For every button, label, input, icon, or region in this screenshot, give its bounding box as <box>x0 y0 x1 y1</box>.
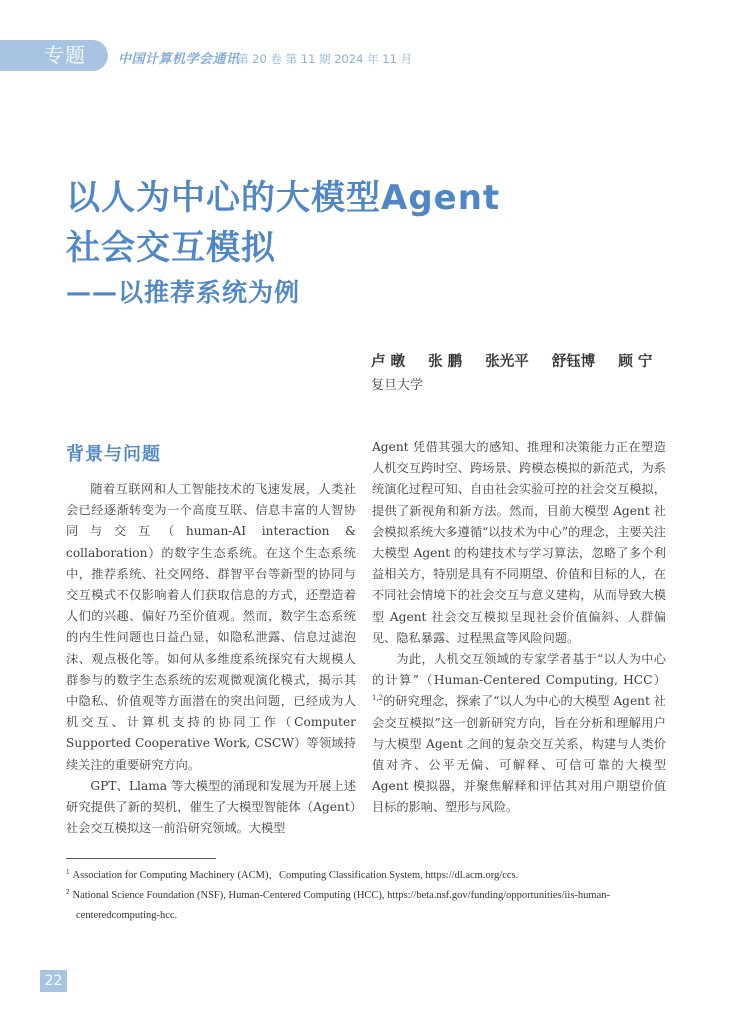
paragraph: 随着互联网和人工智能技术的飞速发展，人类社会已经逐渐转变为一个高度互联、信息丰富的人智协同与交互（human-AI interaction & collaboration）的数字生态系统。在这个生态系统中，推荐系统、社交网络、群智平台等新型的协同与交互模式不仅影响着人们获取信息的方式，还塑造着人们的兴趣、偏好乃至价值观。然而，数字生态系统的内生性问题也日益凸显，如隐私泄露、信息过滤泡沫、观点极化等。如何从多维度系统探究有大规模人群参与的数字生态系统的宏观微观演化模式，揭示其中隐私、价值观等方面潜在的突出问题，已经成为人机交互、计算机支持的协同工作（Computer Supported Cooperative Work, CSCW）等领域持续关注的重要研究方向。 <box>66 482 356 772</box>
section-tab: 专题 <box>0 40 108 71</box>
footnote-divider <box>66 858 216 859</box>
author-name: 张光平 <box>485 354 529 370</box>
footnote <box>66 886 666 926</box>
footnotes <box>66 866 666 926</box>
paragraph <box>372 649 666 819</box>
journal-logo: 中国计算机学会通讯 <box>118 52 240 67</box>
footnote-number: 2 <box>66 887 70 896</box>
article-subtitle: ——以推荐系统为例 <box>66 278 301 307</box>
page-number: 22 <box>40 970 67 992</box>
author-name: 卢 暾 <box>371 354 406 370</box>
affiliation: 复旦大学 <box>371 378 424 393</box>
left-column <box>66 479 356 839</box>
author-list <box>371 350 670 371</box>
author-name: 舒钰博 <box>551 354 596 370</box>
paragraph: GPT、Llama 等大模型的涌现和发展为开展上述研究提供了新的契机，催生了大模型智能体（Agent）社会交互模拟这一前沿研究领域。大模型 <box>66 778 356 836</box>
footnote-number: 1 <box>66 867 70 876</box>
paragraph-text: 的研究理念，探索了“以人为中心的大模型 Agent 社会交互模拟”这一创新研究方向，旨在分析和理解用户与大模型 Agent 之间的复杂交互关系，构建与人类价值对齐、公平无偏、可解释、可信可靠的大模型 Agent 模拟器，并聚焦解释和评估其对用户期望价值目标的影响、塑形与风险。 <box>372 694 666 815</box>
paragraph: Agent 凭借其强大的感知、推理和决策能力正在塑造人机交互跨时空、跨场景、跨模态模拟的新范式，为系统演化过程可知、自由社会实验可控的社会交互模拟，提供了新视角和新方法。然而，目前大模型 Agent 社会模拟系统大多遵循“以技术为中心”的理念，主要关注大模型 Agent 的构建技术与学习算法，忽略了多个利益相关方，特别是具有不同期望、价值和目标的人，在不同社会情境下的社会交互与意义建构，从而导致大模型 Agent 社会交互模拟呈现社会价值偏斜、人群偏见、隐私暴露、过程黑盒等风险问题。 <box>372 440 666 645</box>
section-heading: 背景与问题 <box>66 444 161 465</box>
footnote <box>66 866 666 886</box>
paragraph-text: 为此，人机交互领域的专家学者基于“以人为中心的计算”（Human-Centered Computing, HCC） <box>372 652 666 688</box>
issue-info: 第 20 卷 第 11 期 2024 年 11 月 <box>237 52 413 66</box>
author-name: 顾 宁 <box>618 354 653 370</box>
author-name: 张 鹏 <box>428 354 463 370</box>
article-title-line-1: 以人为中心的大模型Agent <box>66 178 501 218</box>
footnote-text: National Science Foundation (NSF), Human-Centered Computing (HCC), https://beta.nsf.gov/funding/opportunities/iis-human-centeredcomputing-hcc. <box>72 890 610 921</box>
article-title-line-2: 社会交互模拟 <box>66 228 276 268</box>
citation-superscript: 1,2 <box>372 694 384 703</box>
footnote-text: Association for Computing Machinery (ACM)，Computing Classification System, https://dl.acm.org/ccs. <box>72 870 519 881</box>
right-column <box>372 437 666 819</box>
